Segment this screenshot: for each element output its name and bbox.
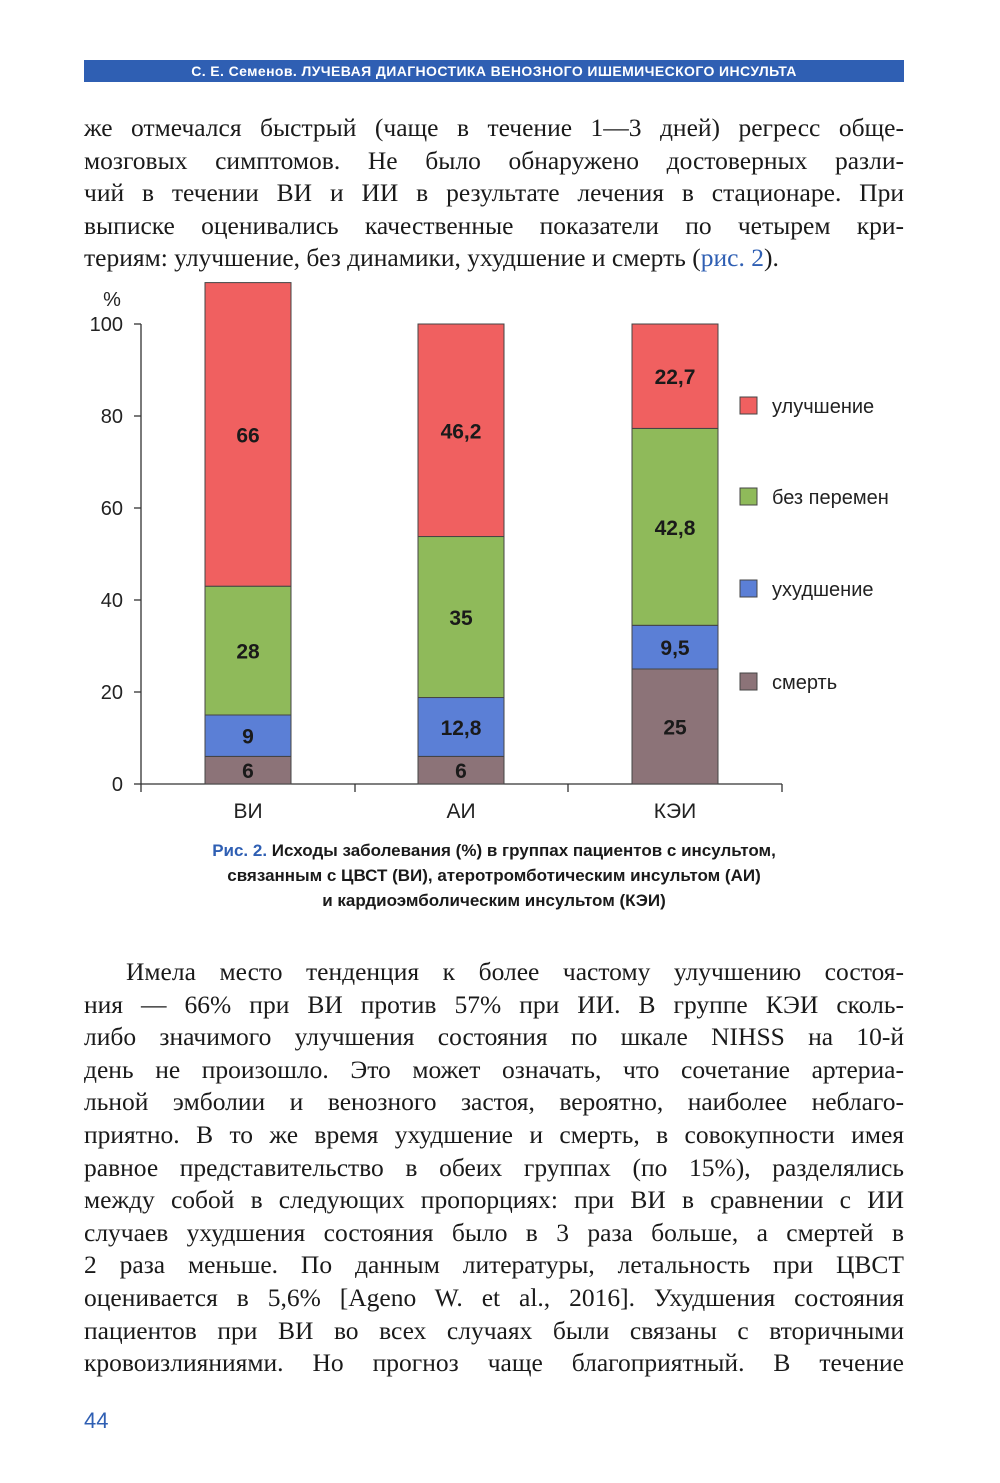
paragraph-2-line: кровоизлияниями. Но прогноз чаще благоприятный. В течение: [84, 1348, 904, 1378]
data-label: 9,5: [660, 637, 690, 661]
page-number: 44: [84, 1408, 109, 1433]
legend-label: смерть: [772, 672, 838, 694]
paragraph-2-line: ния — 66% при ВИ против 57% при ИИ. В группе КЭИ сколь-: [84, 989, 904, 1019]
data-label: 25: [663, 716, 687, 740]
paragraph-2-line: приятно. В то же время ухудшение и смерть, в совокупности имея: [84, 1119, 904, 1149]
y-tick-label: 0: [111, 774, 123, 796]
paragraph-2-line: 2 раза меньше. По данным литературы, летальность при ЦВСТ: [84, 1250, 904, 1280]
data-label: 9: [242, 725, 254, 749]
legend-label: улучшение: [772, 396, 875, 418]
paragraph-2-line: день не произошло. Это может означать, что сочетание артериа-: [84, 1054, 904, 1084]
data-label: 22,7: [654, 366, 696, 390]
paragraph-1-line: мозговых симптомов. Не было обнаружено достоверных разли-: [84, 145, 904, 175]
y-tick-label: 60: [100, 498, 123, 520]
data-label: 35: [449, 607, 473, 631]
y-tick-label: 80: [100, 406, 123, 428]
data-label: 66: [236, 424, 260, 448]
stacked-bar-chart: [0, 280, 1000, 820]
paragraph-2-line: между собой в следующих пропорциях: при ВИ в сравнении с ИИ: [84, 1185, 904, 1215]
paragraph-2-line: случаев ухудшения состояния было в 3 раза больше, а смертей в: [84, 1217, 904, 1247]
paragraph-1-line: выписке оценивались качественные показатели по четырем кри-: [84, 210, 904, 240]
caption-line: связанным с ЦВСТ (ВИ), атеротромботическим инсультом (АИ): [227, 866, 761, 885]
paragraph-2-line: оценивается в 5,6% [Ageno W. et al., 2016]. Ухудшения состояния: [84, 1282, 904, 1312]
data-label: 46,2: [440, 420, 482, 444]
figure-reference-link[interactable]: рис. 2: [700, 243, 764, 273]
legend-swatch: [740, 580, 757, 597]
paragraph-1-line: чий в течении ВИ и ИИ в результате лечения в стационаре. При: [84, 178, 904, 208]
data-label: 6: [242, 760, 254, 784]
paragraph-1-last-line: [84, 242, 904, 275]
data-label: 12,8: [440, 716, 482, 740]
x-tick-label: ВИ: [233, 800, 263, 820]
paragraph-2: [84, 956, 904, 1380]
caption-line: [84, 838, 904, 863]
data-label: 6: [455, 760, 467, 784]
paragraph-2-line: пациентов при ВИ во всех случаях были связаны с вторичными: [84, 1315, 904, 1345]
y-tick-label: 100: [89, 314, 123, 336]
paragraph-2-line: льной эмболии и венозного застоя, вероятно, наиболее неблаго-: [84, 1087, 904, 1117]
y-tick-label: 20: [100, 682, 123, 704]
paragraph-1-line: же отмечался быстрый (чаще в течение 1—3 дней) регресс обще-: [84, 113, 904, 142]
caption-line: и кардиоэмболическим инсультом (КЭИ): [322, 891, 666, 910]
legend-swatch: [740, 488, 757, 505]
y-axis-label: %: [103, 289, 121, 311]
data-label: 42,8: [654, 516, 696, 540]
caption-label: Рис. 2.: [212, 841, 268, 860]
paragraph-1-last-suffix: ).: [763, 243, 779, 273]
paragraph-1: [84, 112, 904, 275]
paragraph-2-line: Имела место тенденция к более частому улучшению состоя-: [126, 957, 904, 986]
x-tick-label: АИ: [446, 800, 476, 820]
paragraph-2-line: либо значимого улучшения состояния по шкале NIHSS на 10-й: [84, 1022, 904, 1052]
paragraph-2-line: равное представительство в обеих группах (по 15%), разделялись: [84, 1152, 904, 1182]
x-tick-label: КЭИ: [653, 800, 697, 820]
running-head: С. Е. Семенов. ЛУЧЕВАЯ ДИАГНОСТИКА ВЕНОЗНОГО ИШЕМИЧЕСКОГО ИНСУЛЬТА: [84, 60, 904, 82]
legend-label: без перемен: [772, 487, 889, 509]
chart-root: [90, 283, 889, 820]
legend-swatch: [740, 673, 757, 690]
figure-caption: [84, 838, 904, 913]
caption-text: Исходы заболевания (%) в группах пациентов с инсультом,: [271, 841, 776, 860]
legend-swatch: [740, 397, 757, 414]
data-label: 28: [236, 640, 260, 664]
y-tick-label: 40: [100, 590, 123, 612]
legend-label: ухудшение: [772, 579, 874, 601]
paragraph-1-last-text: териям: улучшение, без динамики, ухудшение и смерть (: [84, 243, 701, 273]
